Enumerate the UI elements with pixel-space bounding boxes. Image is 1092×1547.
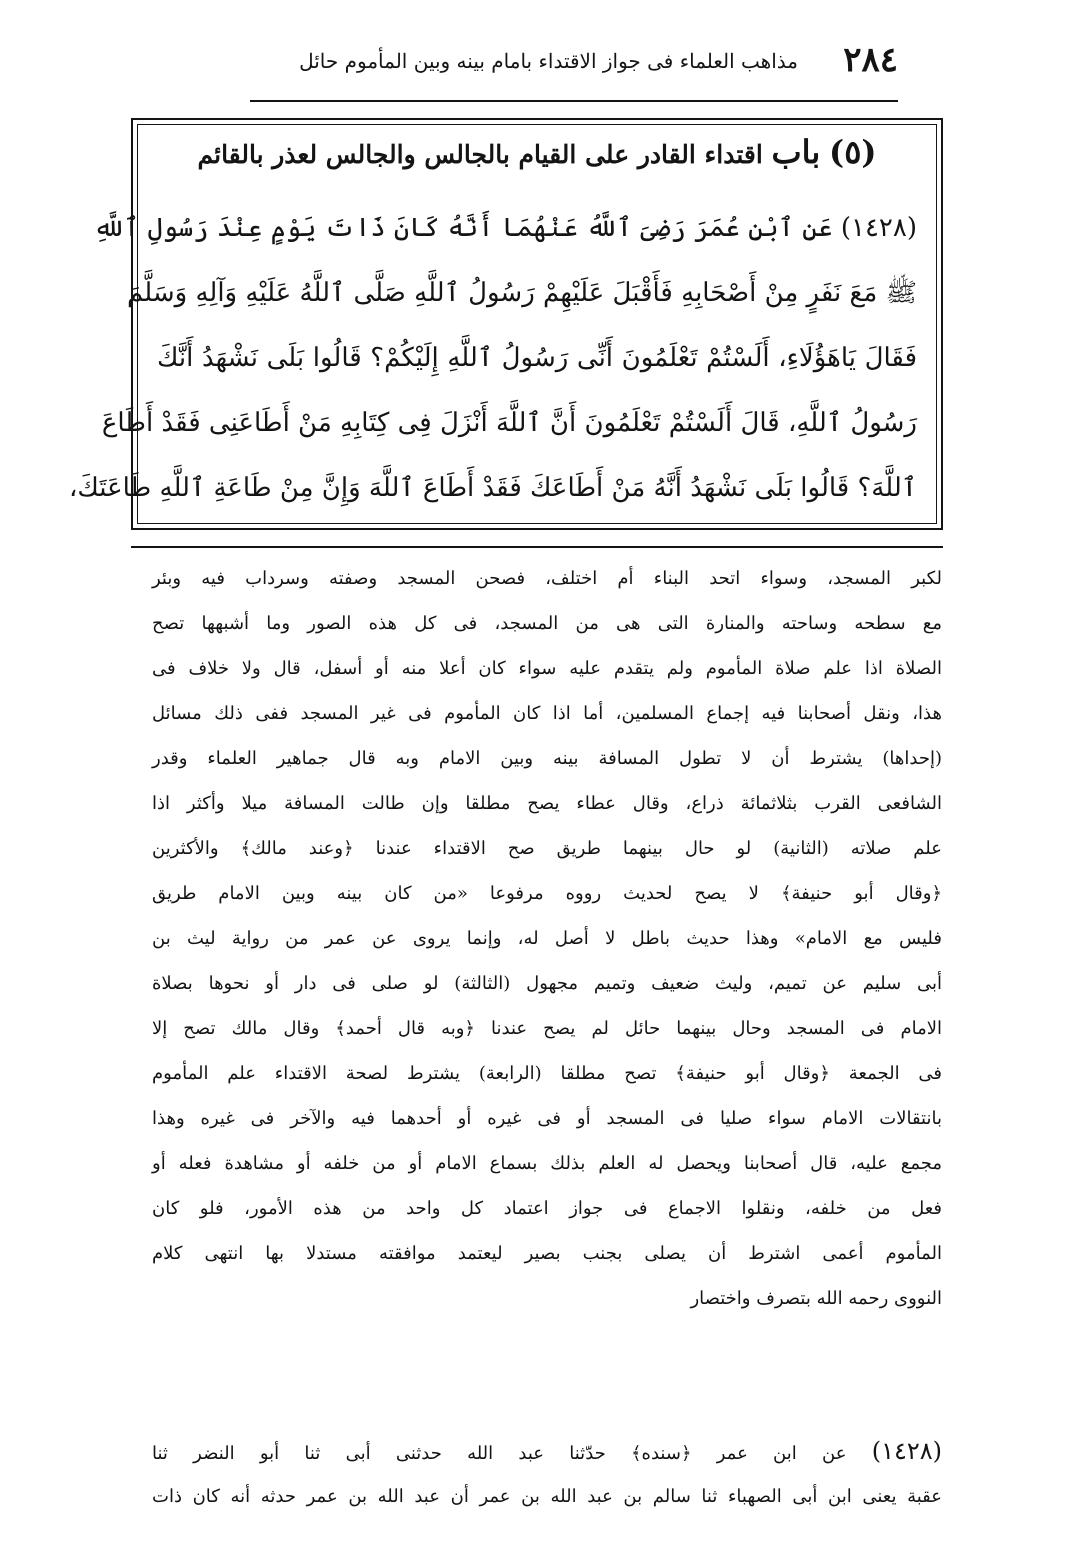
commentary-line: هذا، ونقل أصحابنا فيه إجماع المسلمين، أما اذا كان المأموم فى غير المسجد ففى ذلك مسائل [152,703,942,724]
sanad-line [152,1428,942,1474]
commentary-line: ﴿وقال أبو حنيفة﴾ لا يصح لحديث رووه مرفوعا «من كان بينه وبين الامام طريق [152,883,942,904]
commentary-line: أبى سليم عن تميم، وليث ضعيف وتميم مجهول (الثالثة) لو صلى فى دار أو نحوها بصلاة [152,973,942,994]
chapter-title: اقتداء القادر على القيام بالجالس والجالس لعذر بالقائم [197,140,763,169]
commentary-text [152,556,942,1321]
sanad-text [152,1428,942,1520]
commentary-line: علم صلاته (الثانية) لو حال بينهما طريق صح الاقتداء عندنا ﴿وعند مالك﴾ والأكثرين [152,838,942,859]
commentary-line: الشافعى القرب بثلاثمائة ذراع، وقال عطاء يصح مطلقا وإن طالت المسافة ميلا وأكثر اذا [152,793,942,814]
hadith-line: (١٤٢٨) عَنِ ٱبْنِ عُمَرَ رَضِىَ ٱللَّهُ عَنْهُمَا أَنَّهُ كَانَ ذَاتَ يَوْمٍ عِنْدَ رَسُولِ ٱللَّهِ [93,213,917,243]
hadith-line: رَسُولُ ٱللَّهِ، قَالَ أَلَسْتُمْ تَعْلَمُونَ أَنَّ ٱللَّهَ أَنْزَلَ فِى كِتَابِهِ مَنْ أَطَاعَنِى فَقَدْ أَطَاعَ [101,408,917,438]
commentary-line: فى الجمعة ﴿وقال أبو حنيفة﴾ تصح مطلقا (الرابعة) يشترط لصحة الاقتداء علم المأموم [152,1063,942,1084]
hadith-line: ٱللَّهَ؟ قَالُوا بَلَى نَشْهَدُ أَنَّهُ مَنْ أَطَاعَكَ فَقَدْ أَطَاعَ ٱللَّهَ وَإِنَّ مِنْ طَاعَةِ ٱللَّهِ طَاعَتَكَ، [68,473,917,503]
chapter-number: (٥) [829,133,877,171]
page-number: ٢٨٤ [843,40,898,80]
commentary-line: مجمع عليه، قال أصحابنا ويحصل له العلم بذلك بسماع الامام أو من خلفه أو مشاهدة فعله أو [152,1153,942,1174]
commentary-line: لكبر المسجد، وسواء اتحد البناء أم اختلف، فصحن المسجد وصفته وسرداب فيه وبئر [152,568,942,589]
running-title: مذاهب العلماء فى جواز الاقتداء بامام بينه وبين المأموم حائل [299,49,798,73]
sanad-number: (١٤٢٨) [871,1437,942,1465]
hadith-text [68,196,917,521]
hadith-line: ﷺ مَعَ نَفَرٍ مِنْ أَصْحَابِهِ فَأَقْبَلَ عَلَيْهِمْ رَسُولُ ٱللَّهِ صَلَّى ٱللَّهُ عَلَيْهِ وَآلِهِ وَسَلَّمَ [126,278,917,308]
commentary-line: فعل من خلفه، ونقلوا الاجماع فى جواز اعتماد كل واحد من هذه الأمور، فلو كان [152,1198,942,1219]
commentary-line: النووى رحمه الله بتصرف واختصار [690,1288,942,1309]
commentary-line: (إحداها) يشترط أن لا تطول المسافة بينه وبين الامام وبه قال جماهير العلماء وقدر [152,748,942,769]
section-divider [131,546,943,548]
hadith-frame [68,118,943,530]
page-header [250,40,898,102]
sanad-line: عقبة يعنى ابن أبى الصهباء ثنا سالم بن عبد الله بن عمر أن عبد الله بن عمر حدثه أنه كان ذات [152,1486,943,1507]
commentary-line: الصلاة اذا علم صلاة المأموم ولم يتقدم عليه سواء كان أعلا منه أو أسفل، قال ولا خلاف فى [152,658,942,679]
chapter-label: باب [771,133,821,171]
commentary-line: بانتقالات الامام سواء صليا فى المسجد أو فى غيره أو أحدهما فيه والآخر فى غيره وهذا [152,1108,942,1129]
commentary-line: المأموم أعمى اشترط أن يصلى بجنب بصير ليعتمد موافقته مستدلا بها انتهى كلام [152,1243,942,1264]
hadith-line: فَقَالَ يَاهَؤُلَاءِ، أَلَسْتُمْ تَعْلَمُونَ أَنِّى رَسُولُ ٱللَّهِ إِلَيْكُمْ؟ قَالُوا بَلَى نَشْهَدُ أَنَّكَ [157,343,917,373]
chapter-heading [157,134,917,173]
header-rule [250,100,898,102]
commentary-line: مع سطحه وساحته والمنارة التى هى من المسجد، فى كل هذه الصور وما أشبهها تصح [152,613,942,634]
commentary-line: فليس مع الامام» وهذا حديث باطل لا أصل له، وإنما يروى عن عمر من رواية ليث بن [152,928,942,949]
sanad-line-text: عن ابن عمر ﴿سنده﴾ حدّثنا عبد الله حدثنى أبى ثنا أبو النضر ثنا [152,1443,847,1464]
commentary-line: الامام فى المسجد وحال بينهما حائل لم يصح عندنا ﴿وبه قال أحمد﴾ وقال مالك تصح إلا [152,1018,942,1039]
